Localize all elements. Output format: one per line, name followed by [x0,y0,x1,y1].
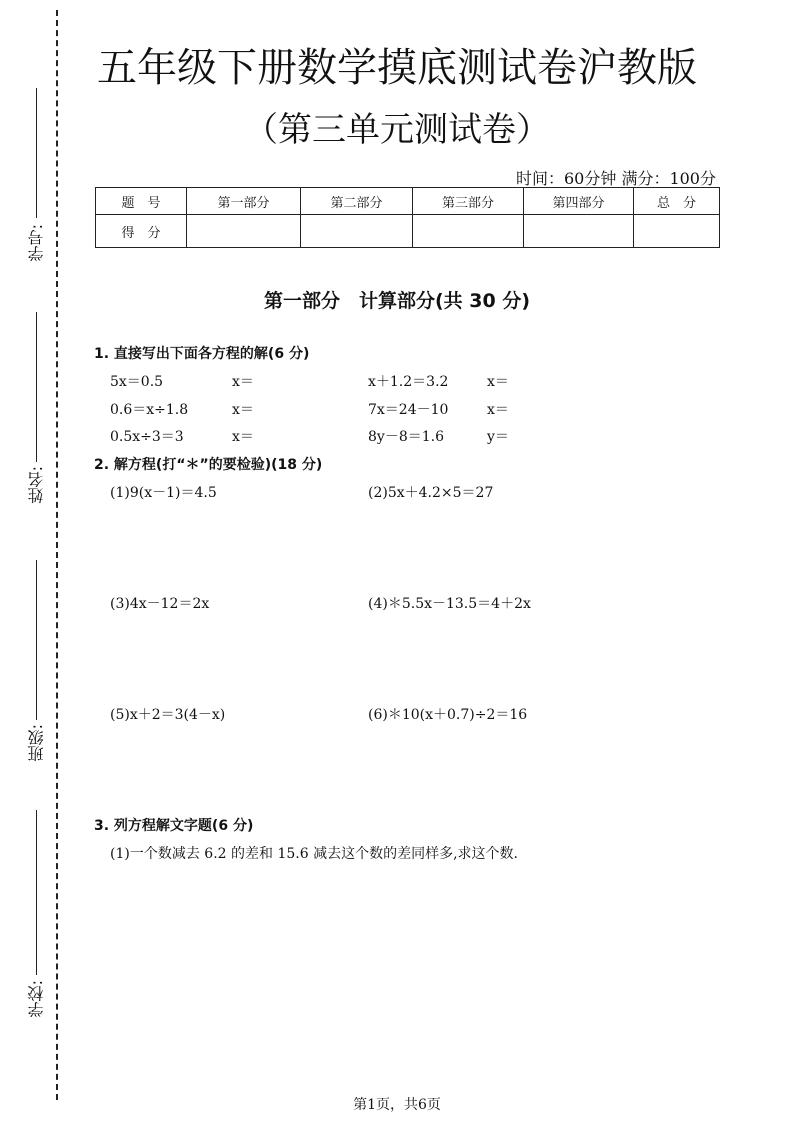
answer-blank: x＝ [232,402,254,418]
equation-item: (6)＊10(x＋0.7)÷2＝16 [368,707,528,723]
equation-item: (1)9(x－1)＝4.5 [110,485,217,501]
question-1-title: 1. 直接写出下面各方程的解(6 分) [94,346,310,362]
equation-item: (3)4x－12＝2x [110,596,210,612]
equation-item: 5x＝0.5 [110,374,164,390]
school-line [36,810,37,975]
score-cell[interactable] [413,215,524,248]
equation-item: 0.6＝x÷1.8 [110,402,189,418]
class-line [36,560,37,720]
student-id-label: 学号: [27,224,46,262]
answer-blank: x＝ [232,374,254,390]
score-cell[interactable] [301,215,413,248]
header-cell: 第二部分 [301,188,413,215]
school-label: 学校: [27,980,46,1018]
score-table-score-row [96,215,720,248]
name-line [36,312,37,462]
equation-item: (4)＊5.5x－13.5＝4＋2x [368,596,531,612]
equation-item: (2)5x＋4.2×5＝27 [368,485,494,501]
score-table-header-row [96,188,720,215]
question-2-title: 2. 解方程(打“＊”的要检验)(18 分) [94,457,323,473]
answer-blank: x＝ [487,374,509,390]
section-title: 第一部分 计算部分(共 30 分) [263,290,531,312]
score-row-label: 得 分 [96,215,187,248]
page-number: 第1页，共6页 [353,1097,441,1113]
header-cell: 总 分 [634,188,720,215]
question-3-title: 3. 列方程解文字题(6 分) [94,818,254,834]
equation-item: 0.5x÷3＝3 [110,429,184,445]
name-label: 姓名: [27,466,46,504]
binding-dashed-line [56,10,58,1100]
header-cell: 第一部分 [187,188,301,215]
equation-item: (5)x＋2＝3(4－x) [110,707,226,723]
time-score-info: 时间：60分钟 满分：100分 [516,169,716,188]
equation-item: 8y－8＝1.6 [368,429,444,445]
score-cell[interactable] [524,215,634,248]
page-title: 五年级下册数学摸底测试卷沪教版 [97,45,697,91]
class-label: 班级: [27,724,46,762]
answer-blank: y＝ [487,429,509,445]
score-cell[interactable] [187,215,301,248]
word-problem: (1)一个数减去 6.2 的差和 15.6 减去这个数的差同样多,求这个数. [110,846,518,862]
page-subtitle: （第三单元测试卷） [244,110,550,150]
equation-item: 7x＝24－10 [368,402,449,418]
header-cell: 题 号 [96,188,187,215]
score-cell[interactable] [634,215,720,248]
score-table [95,187,720,248]
answer-blank: x＝ [232,429,254,445]
header-cell: 第三部分 [413,188,524,215]
answer-blank: x＝ [487,402,509,418]
header-cell: 第四部分 [524,188,634,215]
equation-item: x＋1.2＝3.2 [368,374,449,390]
